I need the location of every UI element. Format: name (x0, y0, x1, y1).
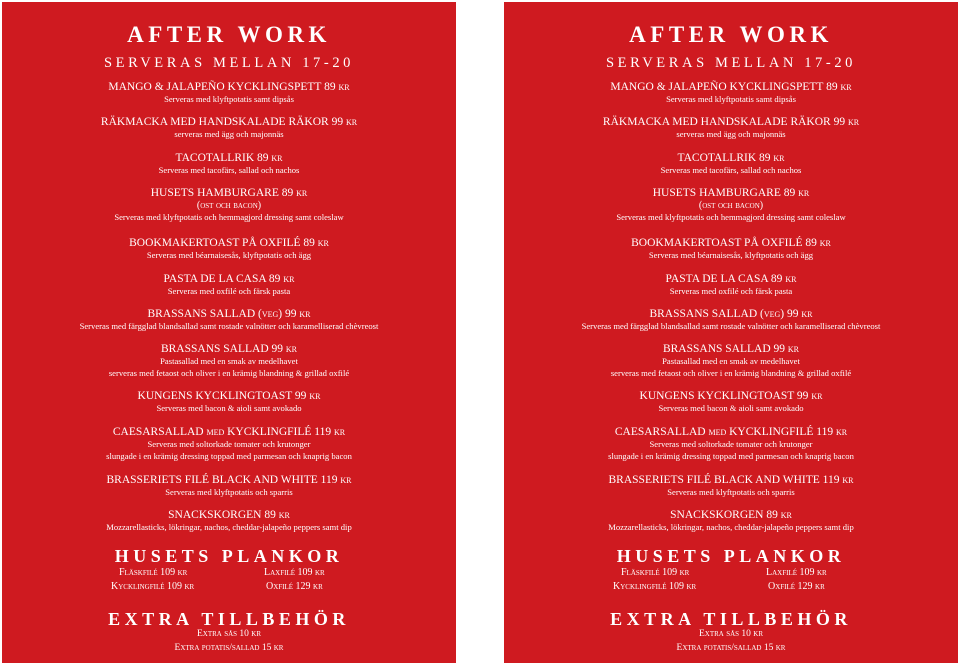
menu-item-name: MANGO & JALAPEÑO KYCKLINGSPETT 89 kr (108, 81, 350, 93)
extras-entry: Extra sås 10 kr (196, 629, 262, 639)
menu-item-name: KUNGENS KYCKLINGTOAST 99 kr (137, 390, 321, 402)
menu-item-description: Serveras med klyftpotatis och sparris (667, 487, 795, 497)
menu-item-description: serveras med ägg och majonnäs (676, 129, 786, 139)
menu-item-description: Serveras med soltorkade tomater och krutonger (649, 439, 813, 449)
menu-item-description: slungade i en krämig dressing toppad med parmesan och knaprig bacon (608, 450, 854, 461)
menu-item-note: (ost och bacon) (196, 200, 262, 211)
menu-item-description: Serveras med klyftpotatis och sparris (165, 487, 293, 497)
plank-section-title: HUSETS PLANKOR (114, 546, 344, 566)
menu-item (2, 343, 456, 379)
menu-item (2, 273, 456, 298)
menu-item-description: Serveras med bacon & aioli samt avokado (658, 403, 804, 413)
menu-item-description: Serveras med béarnaisesås, klyftpotatis och ägg (648, 250, 814, 260)
plank-entry: Laxfilé 109 kr (766, 567, 827, 578)
menu-item-name: BRASSERIETS FILÉ BLACK AND WHITE 119 kr (608, 474, 854, 486)
menu-item-description: Serveras med klyftpotatis och hemmagjord dressing samt coleslaw (114, 211, 344, 222)
menu-item (504, 273, 958, 298)
menu-item-name: RÄKMACKA MED HANDSKALADE RÄKOR 99 kr (602, 116, 860, 128)
plank-entry: Oxfilé 129 kr (266, 581, 323, 592)
menu-item-description: Serveras med färgglad blandsallad samt rostade valnötter och karamelliserad chèvreost (79, 321, 379, 331)
menu-item-description: serveras med fetaost och oliver i en krämig blandning & grillad oxfilé (610, 367, 852, 378)
extras-entry: Extra potatis/sallad 15 kr (676, 643, 786, 653)
menu-item (2, 116, 456, 141)
menu-title: AFTER WORK (629, 22, 833, 47)
menu-item-description: serveras med ägg och majonnäs (174, 129, 284, 139)
menu-subtitle: SERVERAS MELLAN 17-20 (103, 55, 355, 71)
menu-item-name: HUSETS HAMBURGARE 89 kr (150, 187, 308, 199)
menu-item-description: Serveras med klyftpotatis och hemmagjord dressing samt coleslaw (616, 211, 846, 222)
menu-item-name: BOOKMAKERTOAST PÅ OXFILÉ 89 kr (129, 237, 329, 249)
menu-item-name: BOOKMAKERTOAST PÅ OXFILÉ 89 kr (631, 237, 831, 249)
menu-item-name: BRASSANS SALLAD 99 kr (662, 343, 800, 355)
menu-item-name: BRASSANS SALLAD 99 kr (160, 343, 298, 355)
menu-item (2, 509, 456, 534)
menu-item-name: MANGO & JALAPEÑO KYCKLINGSPETT 89 kr (610, 81, 852, 93)
extras-section-title: EXTRA TILLBEHÖR (610, 609, 852, 629)
menu-item-name: TACOTALLRIK 89 kr (175, 152, 283, 164)
menu-item (2, 308, 456, 333)
menu-item (504, 187, 958, 223)
menu-item-description: Serveras med oxfilé och färsk pasta (669, 286, 793, 296)
menu-item-name: RÄKMACKA MED HANDSKALADE RÄKOR 99 kr (100, 116, 358, 128)
menu-item (504, 390, 958, 415)
menu-item-description: Serveras med tacofärs, sallad och nachos (158, 165, 300, 175)
menu-panel-right (504, 2, 958, 663)
menu-item (504, 426, 958, 462)
menu-item-note: (ost och bacon) (698, 200, 764, 211)
menu-item (2, 237, 456, 262)
menu-subtitle: SERVERAS MELLAN 17-20 (605, 55, 857, 71)
menu-item-name: KUNGENS KYCKLINGTOAST 99 kr (639, 390, 823, 402)
menu-item (504, 237, 958, 262)
menu-item-description: Pastasallad med en smak av medelhavet (160, 356, 298, 366)
menu-item-name: HUSETS HAMBURGARE 89 kr (652, 187, 810, 199)
menu-item-description: Serveras med oxfilé och färsk pasta (167, 286, 291, 296)
menu-item-description: Pastasallad med en smak av medelhavet (662, 356, 800, 366)
plank-entry: Kycklingfilé 109 kr (613, 581, 697, 592)
menu-item-description: Mozzarellasticks, lökringar, nachos, cheddar-jalapeño peppers samt dip (608, 522, 854, 532)
menu-item-name: CAESARSALLAD med KYCKLINGFILÉ 119 kr (112, 426, 346, 438)
menu-item (504, 343, 958, 379)
menu-item-description: Serveras med tacofärs, sallad och nachos (660, 165, 802, 175)
menu-item-name: BRASSANS SALLAD (veg) 99 kr (649, 308, 813, 320)
menu-item (2, 390, 456, 415)
plank-section-title: HUSETS PLANKOR (616, 546, 846, 566)
plank-entry: Kycklingfilé 109 kr (111, 581, 195, 592)
menu-item-name: TACOTALLRIK 89 kr (677, 152, 785, 164)
menu-item (504, 152, 958, 177)
menu-item-description: Serveras med bacon & aioli samt avokado (156, 403, 302, 413)
plank-entry: Oxfilé 129 kr (768, 581, 825, 592)
menu-item-description: Serveras med soltorkade tomater och krutonger (147, 439, 311, 449)
menu-item-description: serveras med fetaost och oliver i en krämig blandning & grillad oxfilé (108, 367, 350, 378)
plank-entry: Laxfilé 109 kr (264, 567, 325, 578)
menu-item-description: Mozzarellasticks, lökringar, nachos, cheddar-jalapeño peppers samt dip (106, 522, 352, 532)
menu-item-description: Serveras med klyftpotatis samt dipsås (666, 94, 796, 104)
menu-item-name: BRASSERIETS FILÉ BLACK AND WHITE 119 kr (106, 474, 352, 486)
plank-entry: Fläskfilé 109 kr (621, 567, 690, 578)
menu-item-name: CAESARSALLAD med KYCKLINGFILÉ 119 kr (614, 426, 848, 438)
menu-item-description: Serveras med klyftpotatis samt dipsås (164, 94, 294, 104)
menu-item (2, 187, 456, 223)
menu-item (2, 474, 456, 499)
menu-item-name: SNACKSKORGEN 89 kr (168, 509, 290, 521)
menu-item-name: BRASSANS SALLAD (veg) 99 kr (147, 308, 311, 320)
menu-panel-left (2, 2, 456, 663)
menu-item-description: Serveras med färgglad blandsallad samt rostade valnötter och karamelliserad chèvreost (581, 321, 881, 331)
menu-item-description: slungade i en krämig dressing toppad med parmesan och knaprig bacon (106, 450, 352, 461)
menu-item (2, 152, 456, 177)
menu-item (504, 509, 958, 534)
extras-entry: Extra sås 10 kr (698, 629, 764, 639)
menu-item (504, 308, 958, 333)
menu-item (504, 116, 958, 141)
menu-item-name: PASTA DE LA CASA 89 kr (163, 273, 295, 285)
menu-item (2, 81, 456, 106)
menu-item (2, 426, 456, 462)
extras-entry: Extra potatis/sallad 15 kr (174, 643, 284, 653)
menu-item-name: PASTA DE LA CASA 89 kr (665, 273, 797, 285)
menu-title: AFTER WORK (127, 22, 331, 47)
extras-section-title: EXTRA TILLBEHÖR (108, 609, 350, 629)
menu-item-description: Serveras med béarnaisesås, klyftpotatis och ägg (146, 250, 312, 260)
menu-item (504, 81, 958, 106)
plank-entry: Fläskfilé 109 kr (119, 567, 188, 578)
menu-item-name: SNACKSKORGEN 89 kr (670, 509, 792, 521)
menu-item (504, 474, 958, 499)
